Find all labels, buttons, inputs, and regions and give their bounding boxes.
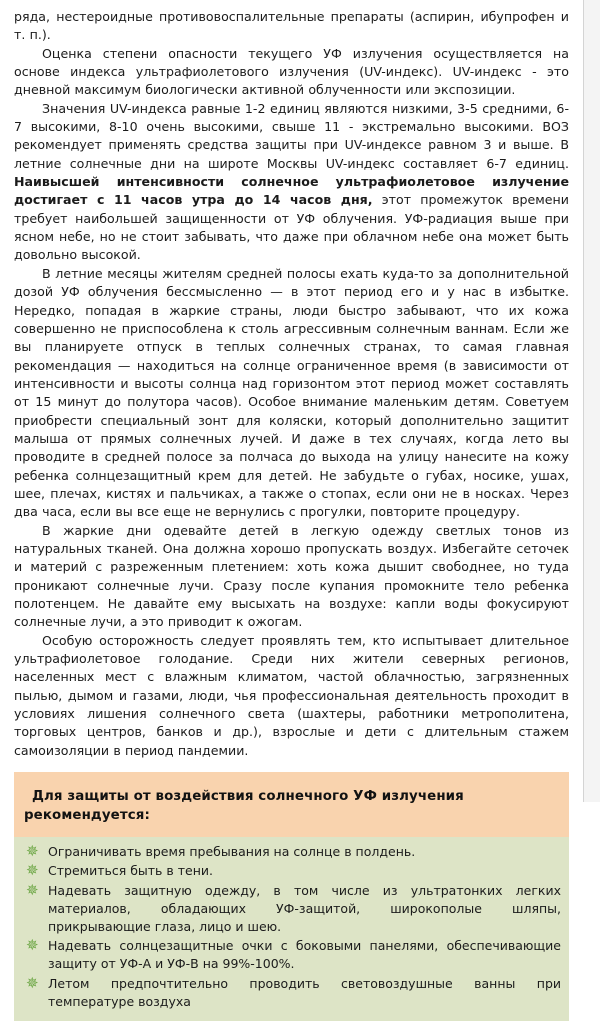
- paragraph-2: [14, 45, 569, 100]
- list-item: [22, 975, 561, 1011]
- paragraph-3: [14, 100, 569, 265]
- recommendations-heading-bar: [14, 772, 569, 837]
- list-item: [22, 882, 561, 937]
- recommendations-body: [14, 837, 569, 1021]
- list-item-text: Надевать солнцезащитные очки с боковыми панелями, обеспечивающие защиту от УФ-А и УФ-В на 99%-100%.: [48, 938, 561, 972]
- paragraph-4: [14, 265, 569, 522]
- list-item-text: Ограничивать время пребывания на солнце в полдень.: [48, 844, 416, 860]
- asterisk-bullet-icon: ✵: [26, 842, 39, 861]
- paragraph-2-run-1: Оценка степени опасности текущего УФ излучения осуществляется на основе индекса ультрафиолетового излучения (UV-индекс). UV-индекс - это дневной максимум биологически активной облученности или экспозиции.: [14, 45, 569, 98]
- recommendations-callout: [14, 772, 569, 1021]
- list-item-text: Стремиться быть в тени.: [48, 863, 213, 879]
- list-item: [22, 843, 561, 861]
- asterisk-bullet-icon: ✵: [26, 936, 39, 955]
- paragraph-6-run-1: Особую осторожность следует проявлять тем, кто испытывает длительное ультрафиолетовое голодание. Среди них жители северных регионов, населенных мест с влажным климатом, частой облачностью, загрязненных пылью, дымом и газами, люди, чья профессиональная деятельность проходит в условиях лишения солнечного света (шахтеры, работники метрополитена, торговых центров, банков и др.), взрослые и дети с длительным стажем самоизоляции в период пандемии.: [14, 632, 569, 758]
- paragraph-3-run-3: этот промежуток времени требует наибольшей защищенности от УФ облучения. УФ-радиация выше при ясном небе, но не стоит забывать, что даже при облачном небе она может быть довольно высокой.: [14, 192, 569, 263]
- vertical-scrollbar[interactable]: [583, 0, 600, 802]
- list-item: [22, 937, 561, 973]
- paragraph-3-run-1: Значения UV-индекса равные 1-2 единиц являются низкими, 3-5 средними, 6-7 высокими, 8-10 очень высокими, свыше 11 - экстремально высокими. ВОЗ рекомендует применять средства защиты при UV-индексе равном 3 и выше. В летние солнечные дни на широте Москвы UV-индекс составляет 6-7 единиц.: [14, 100, 569, 171]
- list-item-text: Надевать защитную одежду, в том числе из ультратонких легких материалов, обладающих УФ-защитой, широкополые шляпы, прикрывающие глаза, лицо и шею.: [48, 882, 561, 934]
- paragraph-6: [14, 632, 569, 760]
- paragraph-4-run-1: В летние месяцы жителям средней полосы ехать куда-то за дополнительной дозой УФ облучения бессмысленно — в этот период его и у нас в избытке. Нередко, попадая в жаркие страны, люди быстро забывают, что их кожа совершенно не приспособлена к столь агрессивным солнечным ваннам. Если же вы планируете отпуск в теплых солнечных странах, то самая главная рекомендация — находиться на солнце ограниченное время (в зависимости от интенсивности и высоты солнца над горизонтом этот период может составлять от 15 минут до полутора часов). Особое внимание маленьким детям. Советуем приобрести специальный зонт для коляски, который дополнительно защитит малыша от прямых солнечных лучей. И даже в тех случаях, когда лето вы проводите в средней полосе за полчаса до выхода на улицу нанесите на кожу ребенка солнцезащитный крем для детей. Не забудьте о губах, носике, ушах, шее, плечах, кистях и пальчиках, а также о стопах, если они не в носках. Через два часа, если вы все еще не вернулись с прогулки, повторите процедуру.: [14, 265, 569, 520]
- scrollbar-thumb[interactable]: [586, 0, 599, 300]
- paragraph-3-bold-run: Наивысшей интенсивности солнечное ультрафиолетовое излучение достигает с 11 часов утра до 14 часов дня,: [14, 174, 569, 208]
- paragraph-5-run-1: В жаркие дни одевайте детей в легкую одежду светлых тонов из натуральных тканей. Она должна хорошо пропускать воздух. Избегайте сеточек и материй с разреженным плетением: хоть кожа дышит свободнее, но туда проникают солнечные лучи. Сразу после купания промокните тело ребенка полотенцем. Не давайте ему высыхать на воздухе: капли воды фокусируют солнечные лучи, а это приводит к ожогам.: [14, 522, 569, 630]
- paragraph-5: [14, 522, 569, 632]
- asterisk-bullet-icon: ✵: [26, 880, 39, 899]
- paragraph-1-run-1: ряда, нестероидные противовоспалительные препараты (аспирин, ибупрофен и т. п.).: [14, 9, 569, 43]
- asterisk-bullet-icon: ✵: [26, 973, 39, 992]
- list-item-text: Летом предпочтительно проводить световоздушные ванны при температуре воздуха: [48, 975, 561, 1009]
- recommendations-heading: Для защиты от воздействия солнечного УФ излучения рекомендуется:: [24, 789, 464, 824]
- asterisk-bullet-icon: ✵: [26, 861, 39, 880]
- paragraph-1: [14, 8, 569, 45]
- recommendations-list: [22, 843, 561, 1011]
- list-item: [22, 862, 561, 880]
